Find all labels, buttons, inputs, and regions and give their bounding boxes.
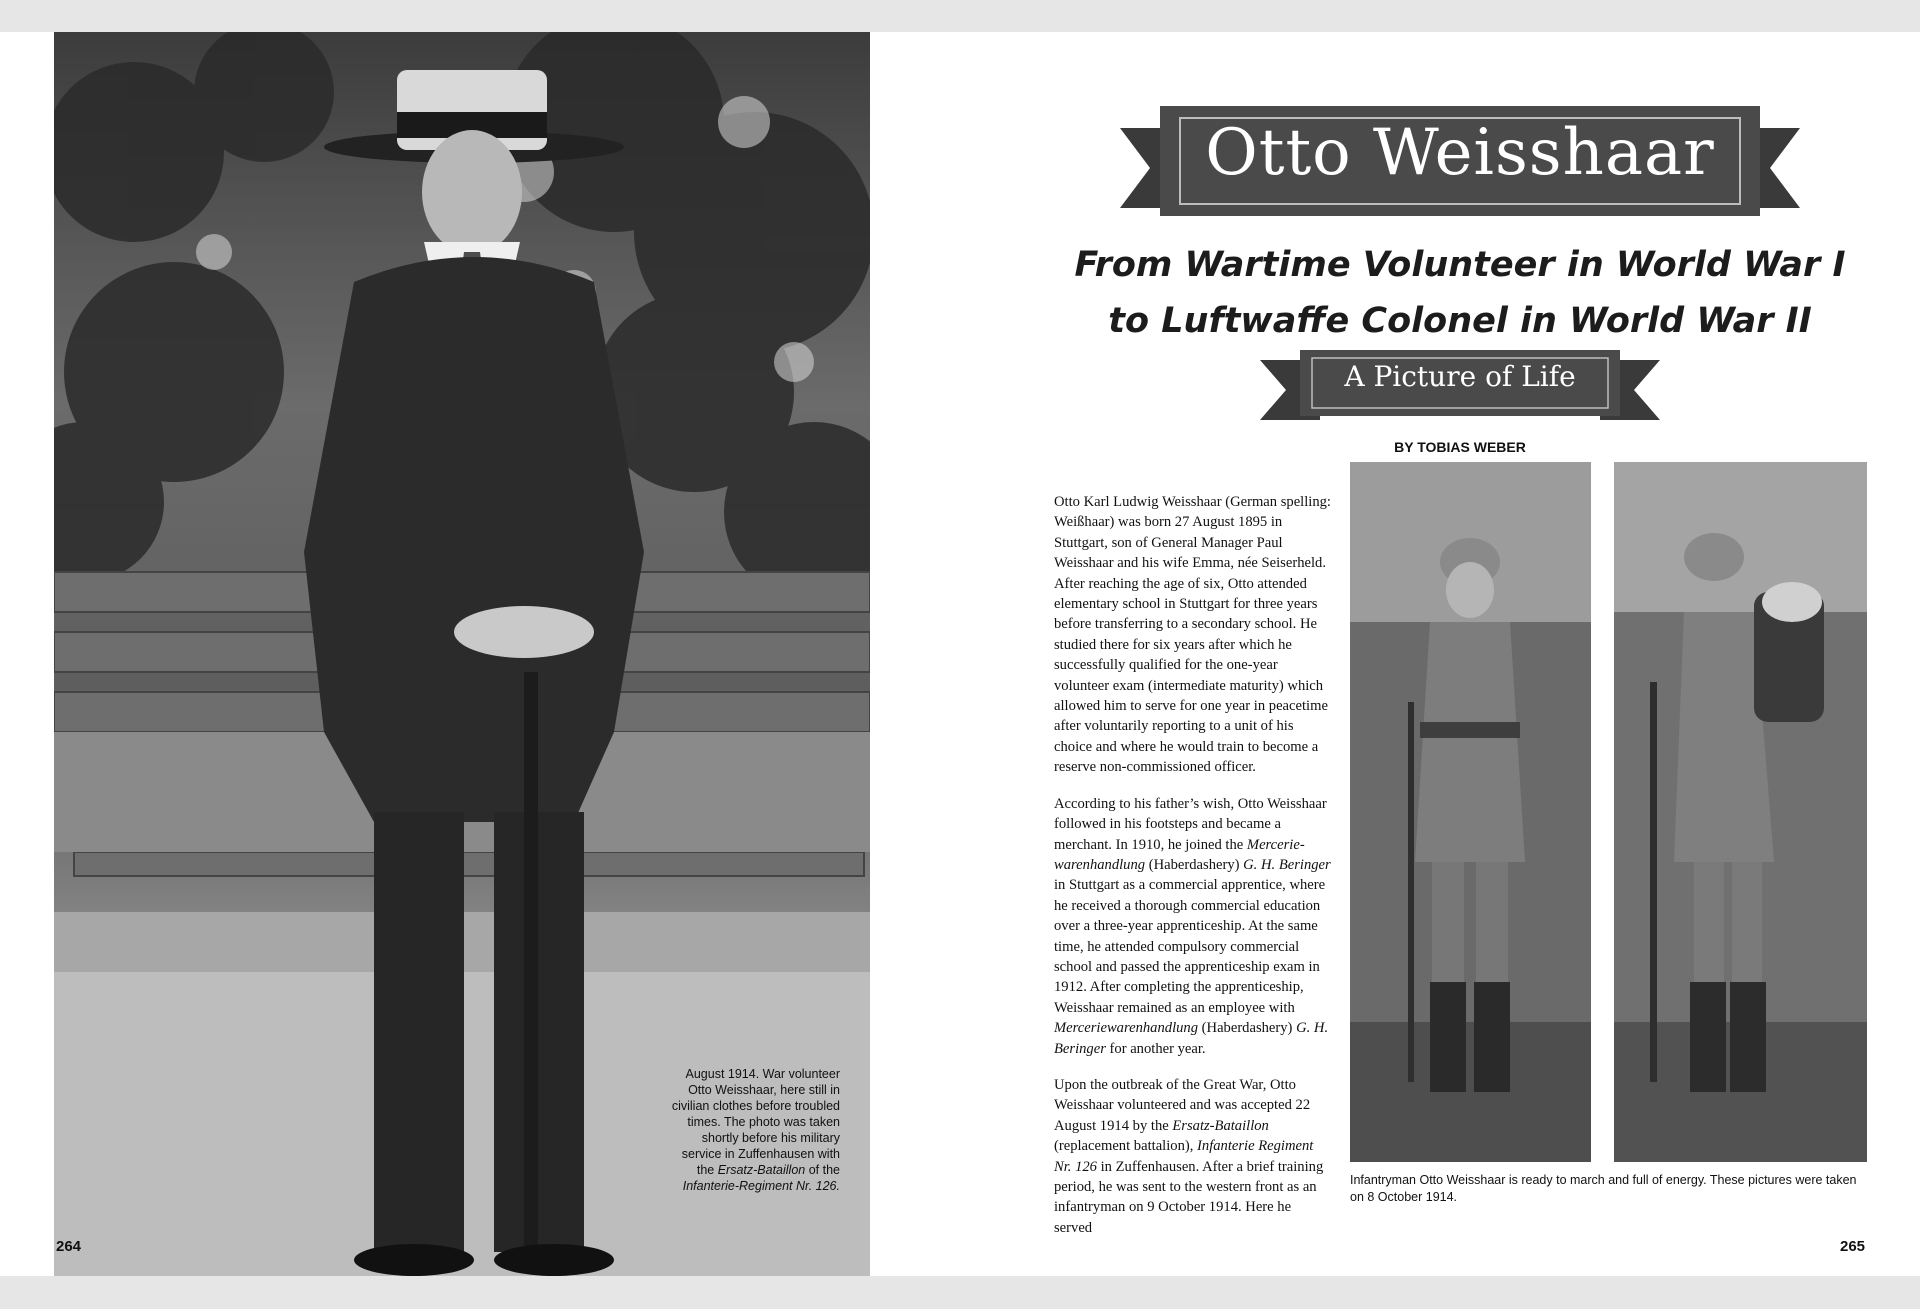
caption-line: the Ersatz-Bataillon of the: [696, 1163, 840, 1177]
paragraph: According to his father’s wish, Otto Weisshaar followed in his footsteps and became a merchant. In 1910, he joined the Merceriewarenhandlung (Haberdashery) G. H. Beringer in Stuttgart as a commercial apprentice, where he received a thorough commercial education over a three-year apprenticeship. At the same time, he attended compulsory commercial school and passed the apprenticeship exam in 1912. After completing the apprenticeship, Weisshaar remained as an employee with Merceriewarenhandlung (Haberdashery) G. H. Beringer for another year.: [1054, 795, 1331, 1057]
section-title: A Picture of Life: [1344, 360, 1576, 393]
paragraph: Otto Karl Ludwig Weisshaar (German spelling: Weißhaar) was born 27 August 1895 in Stuttgart, son of General Manager Paul Weisshaar and his wife Emma, née Seiserheld. After reaching the age of six, Otto attended elementary school in Stuttgart for three years before transferring to a secondary school. He studied there for six years after which he successfully qualified for the one-year volunteer exam (intermediate maturity) which allowed him to serve for one year in peacetime after voluntarily reporting to a unit of his choice and where he would train to become a reserve non-commissioned officer.: [1054, 494, 1331, 776]
soldier-side-illustration: [1614, 462, 1867, 1162]
caption-line: civilian clothes before troubled: [671, 1099, 840, 1113]
page-number-right: 265: [1840, 1238, 1866, 1255]
soldier-side-photo: [1614, 462, 1867, 1162]
article-body: [1054, 492, 1332, 1254]
portrait-caption: [660, 1066, 840, 1194]
paragraph: Upon the outbreak of the Great War, Otto Weisshaar volunteered and was accepted 22 August 1914 by the Ersatz-Bataillon (replacement battalion), Infanterie Regiment Nr. 126 in Zuffenhausen. After a brief training period, he was sent to the western front as an infantryman on 9 October 1914. Here he served: [1054, 1076, 1324, 1236]
article-title: Otto Weisshaar: [1205, 116, 1715, 190]
article-subtitle: [1030, 237, 1890, 349]
caption-line: service in Zuffenhausen with: [681, 1147, 840, 1161]
soldier-front-photo: [1350, 462, 1591, 1162]
caption-line: times. The photo was taken: [687, 1115, 840, 1129]
caption-line: Otto Weisshaar, here still in: [688, 1083, 840, 1097]
photo-caption: Infantryman Otto Weisshaar is ready to march and full of energy. These pictures were taken on 8 October 1914.: [1350, 1173, 1857, 1204]
caption-line: Infanterie-Regiment Nr. 126.: [682, 1179, 840, 1193]
magazine-spread: [0, 32, 1920, 1276]
byline: BY TOBIAS WEBER: [1394, 439, 1526, 455]
caption-line: August 1914. War volunteer: [685, 1067, 840, 1081]
caption-line: shortly before his military: [701, 1131, 840, 1145]
subtitle-line: From Wartime Volunteer in World War I: [1074, 245, 1846, 285]
page-number-left: 264: [56, 1238, 82, 1255]
subtitle-line: to Luftwaffe Colonel in World War II: [1108, 301, 1812, 341]
soldier-front-illustration: [1350, 462, 1591, 1162]
